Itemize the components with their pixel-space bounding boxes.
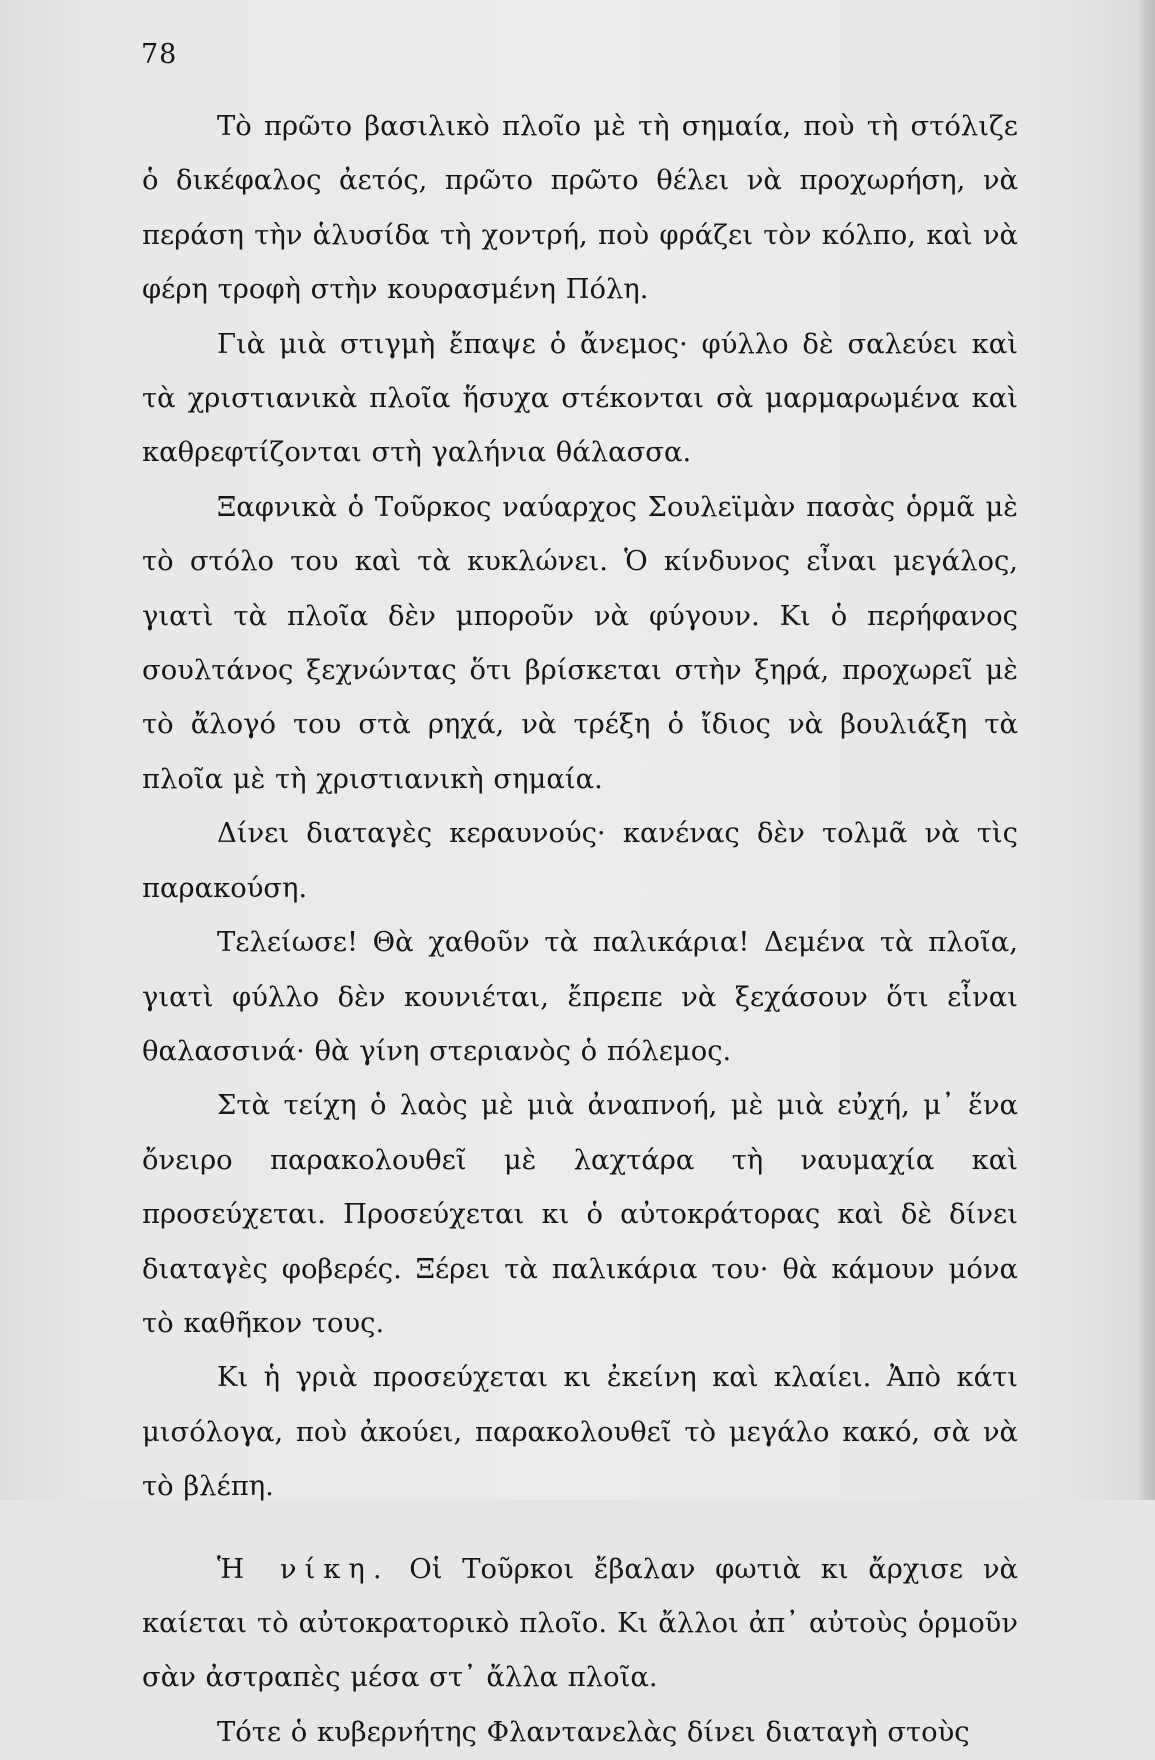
paragraph-flagship: Τὸ πρῶτο βασιλικὸ πλοῖο μὲ τὴ σημαία, ποὺ τὴ στόλιζε ὁ δικέφαλος ἀετός, πρῶτο πρῶτο θέλει νὰ προχωρήση, νὰ περάση τὴν ἁλυσίδα τὴ χοντρή, ποὺ φράζει τὸν κόλπο, καὶ νὰ φέρη τροφὴ στὴν κουρασμένη Πόλη. — [142, 111, 1018, 306]
paragraph-victory — [142, 1543, 1018, 1706]
paragraph-victory-text: Οἱ Τοῦρκοι ἔβαλαν φωτιὰ κι ἄρχισε νὰ καίεται τὸ αὐτοκρατορικὸ πλοῖο. Κι ἄλλοι ἀπ᾿ αὐτοὺς ὁρμοῦν σὰν ἀστραπὲς μέσα στ᾿ ἄλλα πλοῖα. — [142, 1553, 1019, 1694]
paragraph-orders: Δίνει διαταγὲς κεραυνούς· κανένας δὲν τολμᾶ νὰ τὶς παρακούση. — [142, 818, 1018, 904]
paragraph-walls-prayer: Στὰ τείχη ὁ λαὸς μὲ μιὰ ἀναπνοή, μὲ μιὰ εὐχή, μ᾿ ἕνα ὄνειρο παρακολουθεῖ μὲ λαχτάρα τὴ ναυμαχία καὶ προσεύχεται. Προσεύχεται κι ὁ αὐτοκράτορας καὶ δὲ δίνει διαταγὲς φοβερές. Ξέρει τὰ παλικάρια του· θὰ κάμουν μόνα τὸ καθῆκον τους. — [142, 1090, 1018, 1339]
paragraph-old-woman: Κι ἡ γριὰ προσεύχεται κι ἐκείνη καὶ κλαίει. Ἀπὸ κάτι μισόλογα, ποὺ ἀκούει, παρακολουθεῖ τὸ μεγάλο κακό, σὰ νὰ τὸ βλέπη. — [142, 1362, 1018, 1503]
page-number: 78 — [141, 39, 178, 70]
paragraph-turkish-attack: Ξαφνικὰ ὁ Τοῦρκος ναύαρχος Σουλεϊμὰν πασὰς ὁρμᾶ μὲ τὸ στόλο του καὶ τὰ κυκλώνει. Ὁ κίνδυνος εἶναι μεγάλος, γιατὶ τὰ πλοῖα δὲν μποροῦν νὰ φύγουν. Κι ὁ περήφανος σουλτάνος ξεχνώντας ὅτι βρίσκεται στὴν ξηρά, προχωρεῖ μὲ τὸ ἄλογό του στὰ ρηχά, νὰ τρέξη ὁ ἴδιος νὰ βουλιάξη τὰ πλοῖα μὲ τὴ χριστιανικὴ σημαία. — [142, 491, 1018, 795]
body-text — [142, 100, 1018, 1760]
paragraph-commander: Τότε ὁ κυβερνήτης Φλαντανελὰς δίνει διαταγὴ στοὺς — [217, 1716, 970, 1748]
page-edge-shadow — [1139, 0, 1155, 1500]
paragraph-wind-stops: Γιὰ μιὰ στιγμὴ ἔπαψε ὁ ἄνεμος· φύλλο δὲ σαλεύει καὶ τὰ χριστιανικὰ πλοῖα ἥσυχα στέκονται σὰ μαρμαρωμένα καὶ καθρεφτίζονται στὴ γαλήνια θάλασσα. — [142, 328, 1018, 469]
paragraph-lament: Τελείωσε! Θὰ χαθοῦν τὰ παλικάρια! Δεμένα τὰ πλοῖα, γιατὶ φύλλο δὲν κουνιέται, ἔπρεπε νὰ ξεχάσουν ὅτι εἶναι θαλασσινά· θὰ γίνη στεριανὸς ὁ πόλεμος. — [142, 927, 1018, 1067]
section-heading-victory: Ἡ νίκη. — [217, 1553, 390, 1585]
